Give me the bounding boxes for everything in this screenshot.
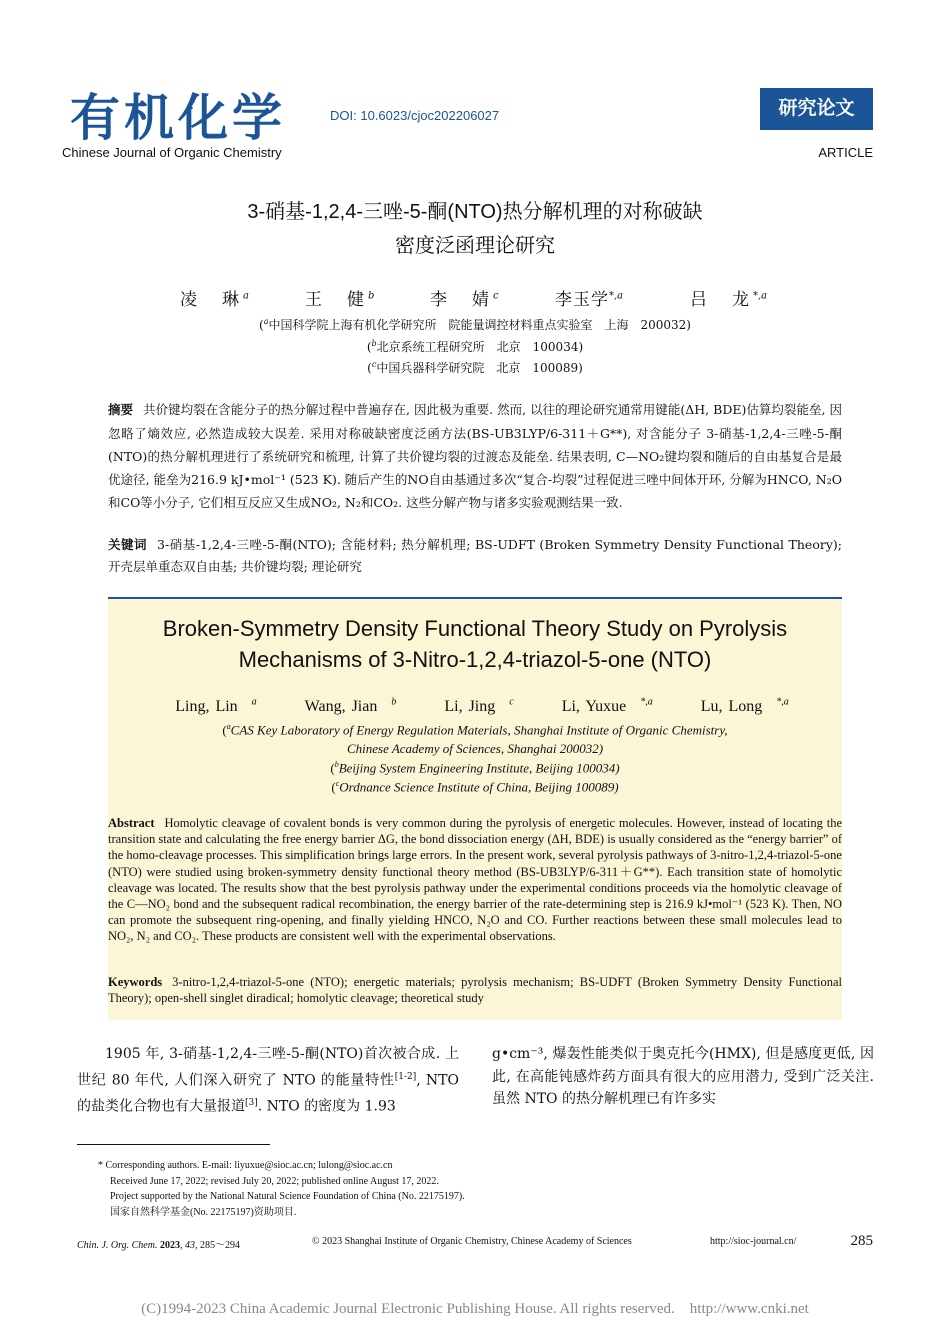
article-type-label: ARTICLE — [818, 145, 873, 160]
title-cn-line: 3-硝基-1,2,4-三唑-5-酮(NTO)热分解机理的对称破缺 — [247, 201, 703, 223]
keywords-en-text: 3-nitro-1,2,4-triazol-5-one (NTO); energetic materials; pyrolysis mechanism; BS-UDFT (Broken Symmetry Density Functional Theory); open-shell singlet diradical; homolytic cleavage; theoretical study — [108, 975, 842, 1006]
title-en — [108, 613, 842, 675]
abstract-cn-text: 共价键均裂在含能分子的热分解过程中普遍存在, 因此极为重要. 然而, 以往的理论研究通常用键能(ΔH, BDE)估算均裂能垒, 因忽略了熵效应, 必然造成较大误差. 采用对称破缺密度泛函方法(BS-UB3LYP/6-311＋G**), 对含能分子 3-硝基-1,2,4-三唑-5-酮(NTO)的热分解机理进行了系统研究和梳理, 计算了共价键均裂的过渡态及能垒. 结果表明, C—NO₂键均裂和随后的自由基复合是最优途径, 能垒为216.9 kJ•mol⁻¹ (523 K). 随后产生的NO自由基通过多次“复合-均裂”过程促进三唑中间体开环, 分解为HNCO, N₂O和CO等小分子, 它们相互反应又生成NO₂, N₂和CO₂. 这些分解产物与诸多实验观测结果一致. — [108, 402, 842, 510]
affiliation-en: ($^c$Ordnance Science Institute of China, Beijing 100089) — [331, 779, 619, 795]
author-en: Wang, Jian $^b$ — [304, 697, 397, 716]
page-footer — [77, 1233, 873, 1252]
affiliation-cn: ($^b$北京系统工程研究所 北京 100034) — [366, 339, 584, 354]
keywords-cn-text: 3-硝基-1,2,4-三唑-5-酮(NTO); 含能材料; 热分解机理; BS-UDFT (Broken Symmetry Density Functional Theory); 开壳层单重态双自由基; 共价键均裂; 理论研究 — [108, 537, 842, 574]
footnote-funding-cn: 国家自然科学基金(No. 22175197)资助项目. — [110, 1206, 297, 1218]
keywords-cn-label: 关键词 — [108, 538, 148, 552]
abstract-cn — [108, 398, 842, 514]
page-number: 285 — [850, 1233, 873, 1249]
footnote-divider — [77, 1144, 270, 1145]
keywords-en — [108, 974, 842, 1006]
article-type-badge: 研究论文 — [760, 88, 873, 130]
body-column-right: g•cm⁻³, 爆轰性能类似于奥克托今(HMX), 但是感度更低, 因此, 在高能钝感炸药方面具有很大的应用潜力, 受到广泛关注. 虽然 NTO 的热分解机理已有许多实 — [492, 1046, 874, 1107]
journal-name-en: Chinese Journal of Organic Chemistry — [62, 145, 282, 160]
body-column-left: 1905 年, 3-硝基-1,2,4-三唑-5-酮(NTO)首次被合成. 上世纪 80 年代, 人们深入研究了 NTO 的能量特性[1-2], NTO 的盐类化合物也有大量报道[3]. NTO 的密度为 1.93 — [77, 1046, 459, 1115]
footnote-funding-en: Project supported by the National Natural Science Foundation of China (No. 22175197). — [110, 1191, 465, 1202]
abstract-en — [108, 815, 842, 945]
copyright: © 2023 Shanghai Institute of Organic Chemistry, Chinese Academy of Sciences — [312, 1236, 632, 1247]
abstract-en-text: Homolytic cleavage of covalent bonds is very common during the pyrolysis of energetic molecules. However, instead of locating the transition state and calculating the free energy barrier ΔG, the bond dissociation energy (ΔH, BDE) is usually considered as the “energy barrier” of the homo-cleavage processes. This simplification brings large errors. In the present work, several pyrolysis pathways of 3-nitro-1,2,4-triazol-5-one (NTO) were studied using broken-symmetry density functional theory method (BS-UB3LYP/6-311＋G**). Each transition state of homolytic cleavage was located. The results show that the best pyrolysis pathway under the experimental conditions proceeds via the homolytic cleavage of the C—NO₂ bond and the subsequent radical recombination, the energy barrier of the rate-determining step is 216.9 kJ•mol⁻¹ (523 K). Then, NO can promote the subsequent ring-opening, and finally yielding HNCO, N₂O and CO. Further reactions between these small molecules lead to NO₂, N₂ and CO₂. These products are consistent well with the experimental observations. — [108, 816, 842, 944]
affiliation-en: Chinese Academy of Sciences, Shanghai 200032) — [346, 741, 604, 756]
author-cn: 李 婧$^c$ — [430, 290, 499, 310]
footnote-corresponding: * Corresponding authors. E-mail: liyuxue@sioc.ac.cn; lulong@sioc.ac.cn — [98, 1160, 393, 1171]
journal-logo: 有机化学 — [70, 88, 286, 147]
author-cn: 王 健$^b$ — [305, 290, 375, 310]
author-en: Li, Jing $^c$ — [444, 697, 514, 716]
author-en: Li, Yuxue $^{*,a}$ — [561, 697, 653, 716]
abstract-cn-label: 摘要 — [108, 403, 134, 417]
cnki-watermark: (C)1994-2023 China Academic Journal Electronic Publishing House. All rights reserved. http://www.cnki.net — [141, 1301, 809, 1317]
footnotes — [98, 1158, 465, 1220]
doi-link[interactable]: DOI: 10.6023/cjoc202206027 — [330, 108, 500, 123]
keywords-en-label: Keywords — [108, 975, 163, 989]
authors-en — [108, 697, 842, 716]
author-cn: 凌 琳$^a$ — [180, 290, 249, 310]
keywords-cn — [108, 534, 842, 577]
affiliation-cn: ($^c$中国兵器科学研究院 北京 100089) — [367, 360, 583, 375]
affiliation-en: ($^a$CAS Key Laboratory of Energy Regulation Materials, Shanghai Institute of Organic Chemistry, — [222, 722, 728, 738]
footnote-received: Received June 17, 2022; revised July 20, 2022; published online August 17, 2022. — [110, 1175, 439, 1187]
title-en-line: Broken-Symmetry Density Functional Theory Study on Pyrolysis — [162, 616, 788, 641]
affiliation-en: ($^b$Beijing System Engineering Institute, Beijing 100034) — [330, 760, 620, 776]
author-cn: 吕 龙$^{*,a}$ — [690, 290, 768, 310]
title-cn — [0, 195, 950, 263]
affiliation-cn: ($^a$中国科学院上海有机化学研究所 院能量调控材料重点实验室 上海 200032) — [259, 317, 691, 332]
title-en-line: Mechanisms of 3-Nitro-1,2,4-triazol-5-one (NTO) — [238, 647, 712, 672]
author-en: Lu, Long $^{*,a}$ — [700, 697, 789, 716]
journal-url[interactable]: http://sioc-journal.cn/ — [710, 1236, 797, 1247]
author-cn: 李玉学$^{*,a}$ — [555, 290, 624, 310]
title-cn-line: 密度泛函理论研究 — [395, 235, 555, 257]
author-en: Ling, Lin $^a$ — [175, 697, 257, 716]
citation: Chin. J. Org. Chem. 2023, 43, 285～294 — [77, 1240, 240, 1251]
abstract-en-label: Abstract — [108, 816, 155, 830]
